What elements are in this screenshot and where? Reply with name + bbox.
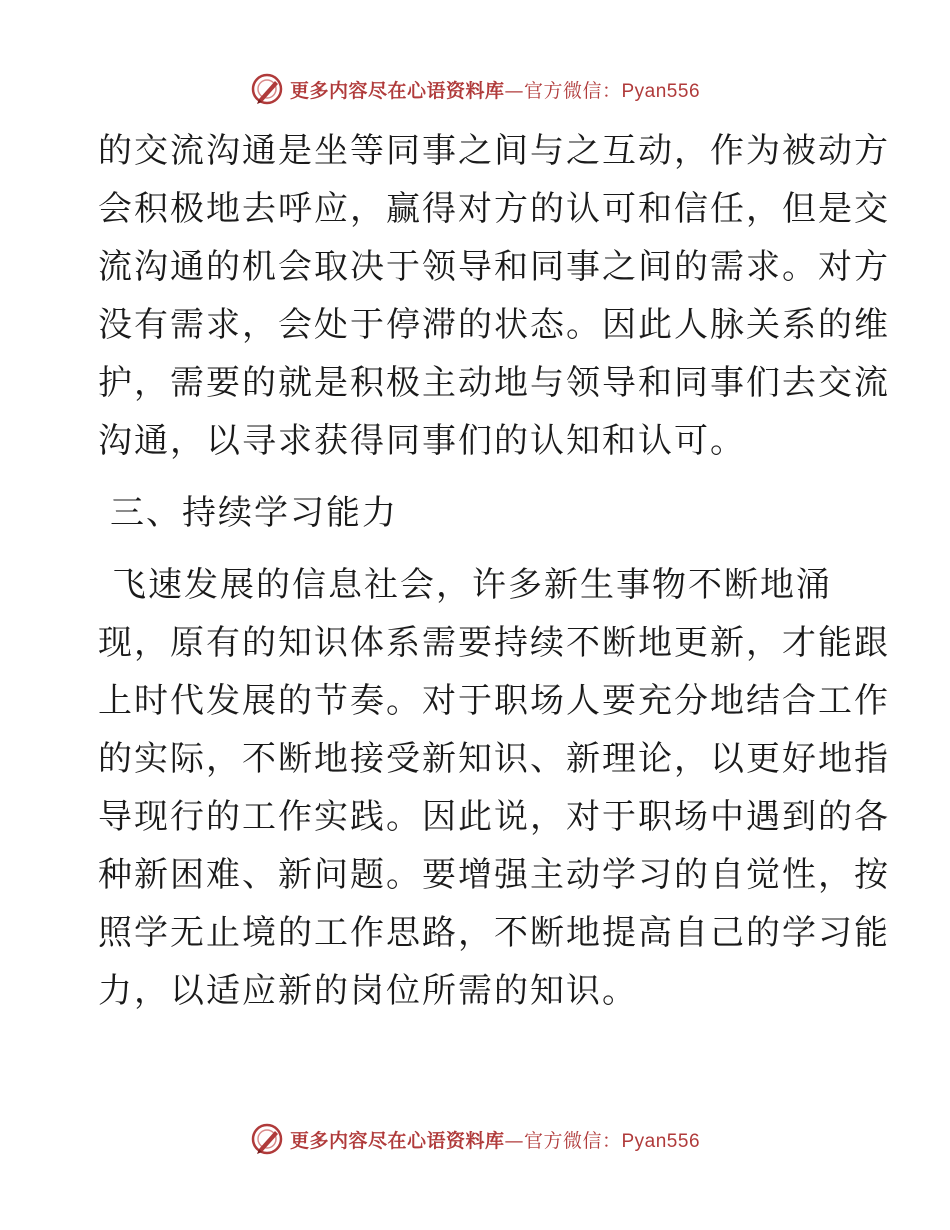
footer-banner: [0, 1122, 950, 1156]
text-line: 护，需要的就是积极主动地与领导和同事们去交流: [98, 363, 890, 403]
banner-wechat-label: 官方微信：: [523, 1129, 622, 1152]
text-line: 上时代发展的节奏。对于职场人要充分地结合工作: [98, 681, 890, 721]
text-line: 会积极地去呼应，赢得对方的认可和信任，但是交: [98, 189, 890, 229]
header-banner-text: [290, 76, 700, 103]
text-line: 的实际，不断地接受新知识、新理论，以更好地指: [98, 739, 890, 779]
text-line: 沟通，以寻求获得同事们的认知和认可。: [98, 421, 746, 461]
banner-wechat-label: 官方微信：: [523, 79, 622, 102]
footer-banner-text: [290, 1126, 700, 1153]
text-line: 照学无止境的工作思路，不断地提高自己的学习能: [98, 913, 890, 953]
text-line: 现，原有的知识体系需要持续不断地更新，才能跟: [98, 623, 890, 663]
banner-separator: —: [504, 1129, 524, 1152]
text-line: 流沟通的机会取决于领导和同事之间的需求。对方: [98, 247, 890, 287]
pen-logo-icon: [250, 72, 284, 106]
section-heading: 三、持续学习能力: [110, 493, 398, 533]
text-line: 的交流沟通是坐等同事之间与之互动，作为被动方: [98, 131, 890, 171]
text-line: 导现行的工作实践。因此说，对于职场中遇到的各: [98, 797, 890, 837]
pen-logo-icon: [250, 1122, 284, 1156]
text-line: 力，以适应新的岗位所需的知识。: [98, 971, 638, 1011]
banner-wechat-id: Pyan556: [621, 1130, 701, 1152]
banner-brand: 更多内容尽在心语资料库: [289, 79, 505, 102]
banner-separator: —: [504, 79, 524, 102]
header-banner: [0, 72, 950, 106]
banner-wechat-id: Pyan556: [621, 80, 701, 102]
text-line: 飞速发展的信息社会，许多新生事物不断地涌: [112, 565, 832, 605]
document-body: [98, 122, 890, 1020]
text-line: 没有需求，会处于停滞的状态。因此人脉关系的维: [98, 305, 890, 345]
banner-brand: 更多内容尽在心语资料库: [289, 1129, 505, 1152]
text-line: 种新困难、新问题。要增强主动学习的自觉性，按: [98, 855, 890, 895]
